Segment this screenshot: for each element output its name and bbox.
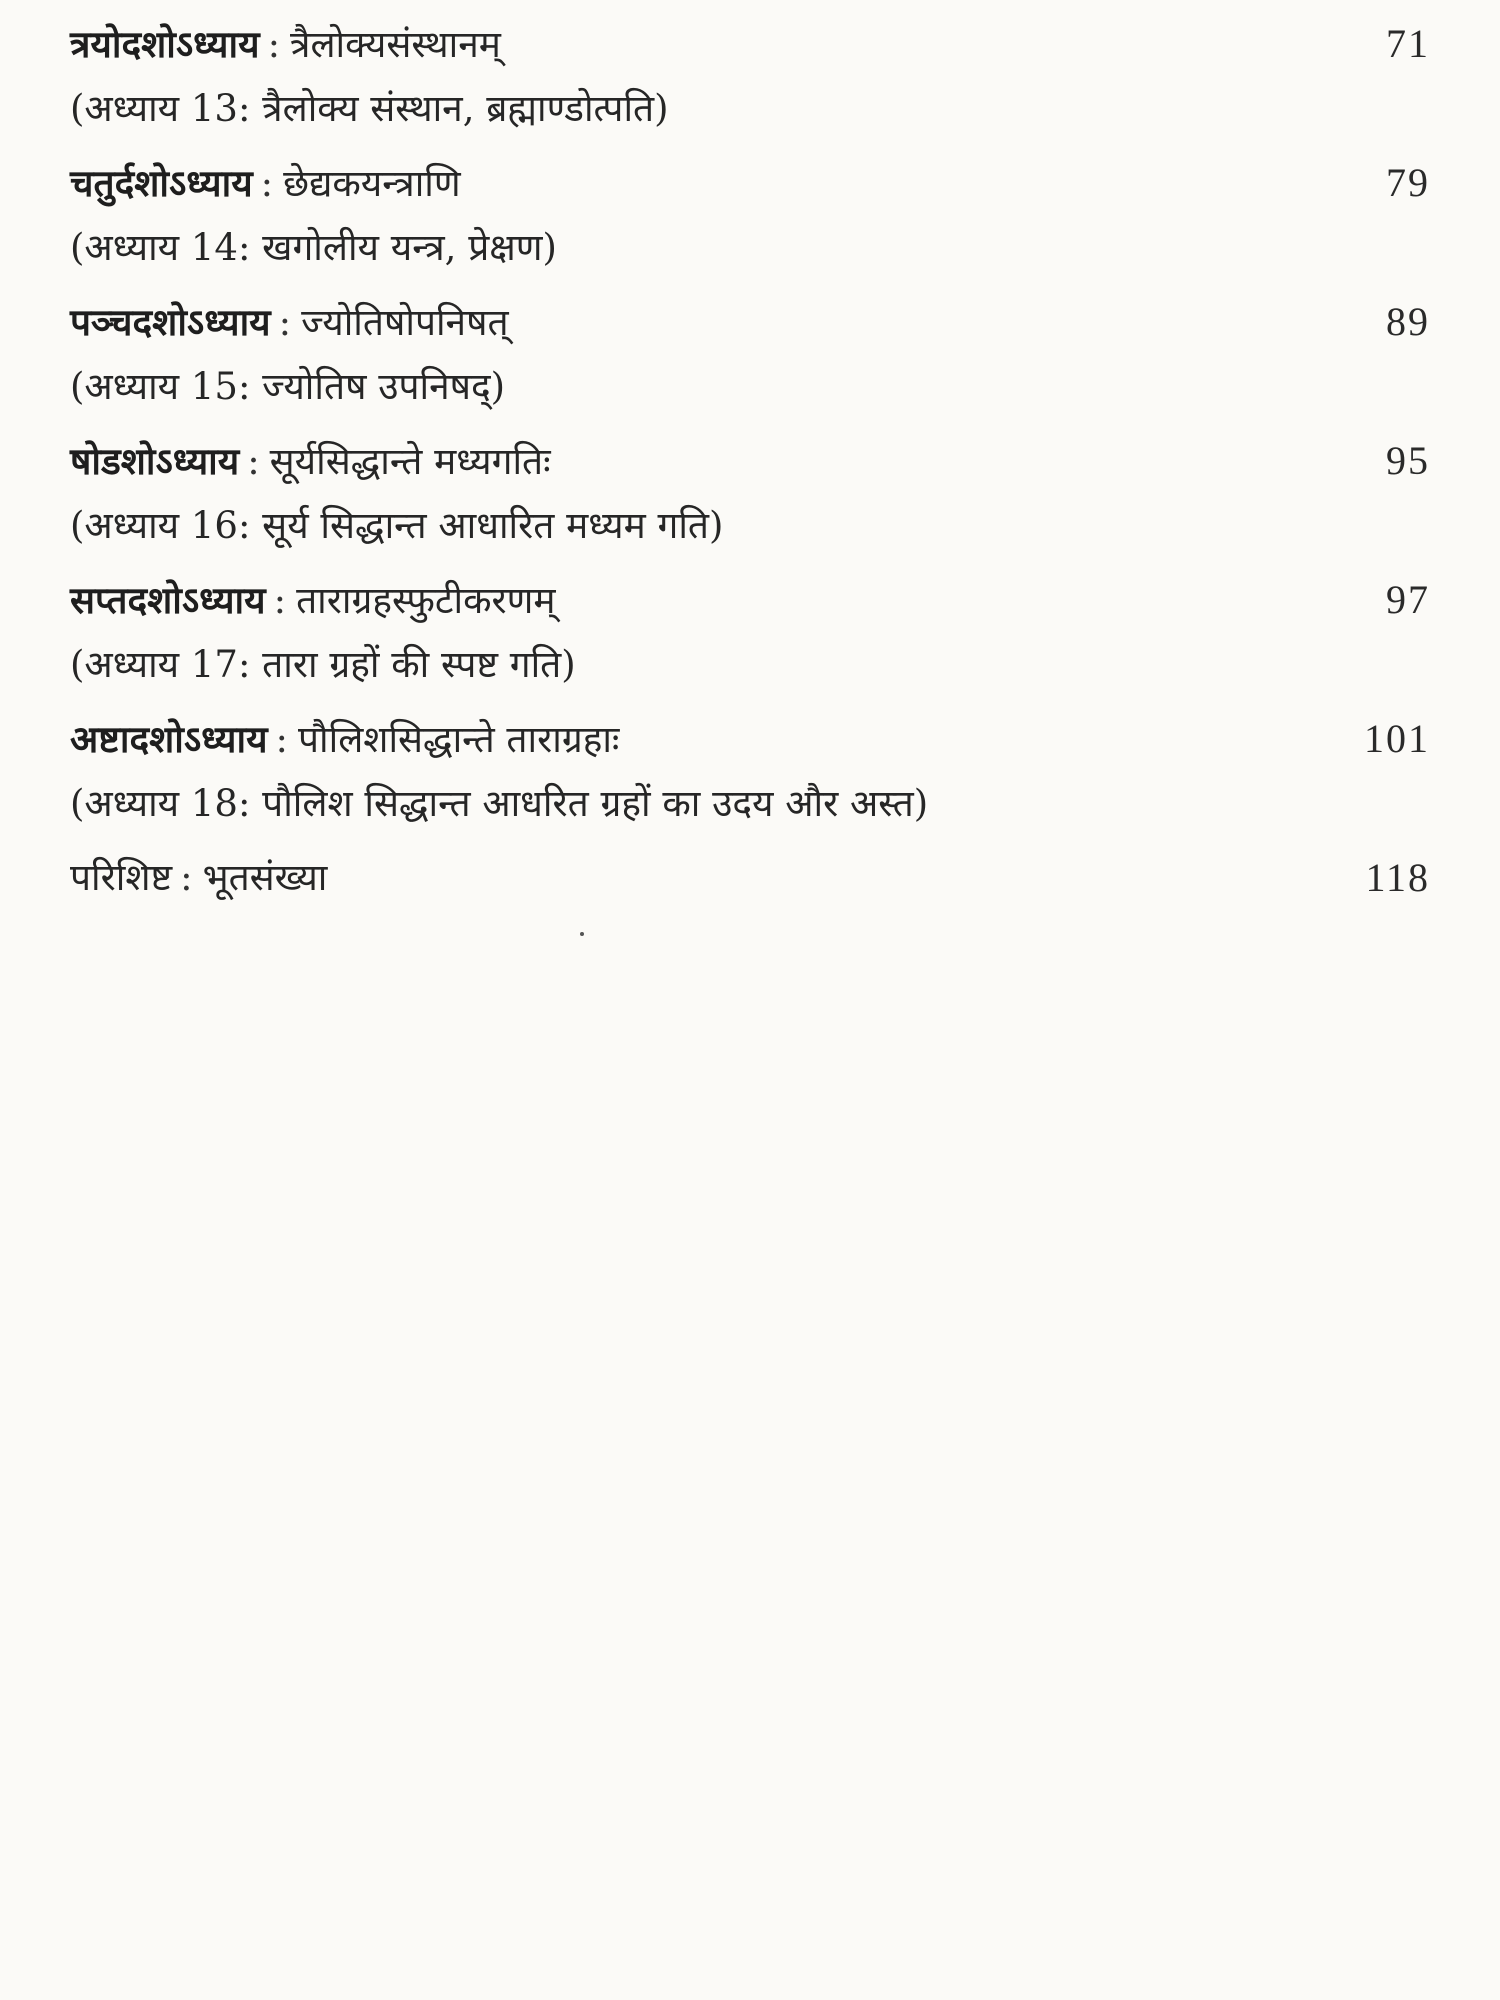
appendix-separator: : <box>180 856 193 899</box>
toc-entry-heading <box>70 566 1430 634</box>
page-number: 89 <box>1386 299 1430 344</box>
chapter-topic: सूर्यसिद्धान्ते मध्यगतिः <box>269 440 551 483</box>
chapter-separator: : <box>278 301 292 344</box>
appendix-title: परिशिष्ट <box>70 856 173 899</box>
toc-entry-heading <box>70 844 1430 912</box>
toc-entry-heading <box>70 10 1430 78</box>
chapter-topic: पौलिशसिद्धान्ते ताराग्रहाः <box>298 718 620 761</box>
chapter-title: अष्टादशोऽध्याय <box>70 717 268 761</box>
toc-entry-chapter-14 <box>70 149 1430 288</box>
toc-entry-chapter-18 <box>70 705 1430 844</box>
toc-entry-chapter-17 <box>70 566 1430 705</box>
toc-entry-chapter-16 <box>70 427 1430 566</box>
chapter-separator: : <box>275 718 289 761</box>
chapter-subtitle: (अध्याय 17: तारा ग्रहों की स्पष्ट गति) <box>70 643 576 686</box>
page-number: 95 <box>1386 438 1430 483</box>
chapter-subtitle: (अध्याय 15: ज्योतिष उपनिषद्) <box>70 365 506 408</box>
chapter-title: षोडशोऽध्याय <box>70 439 240 483</box>
toc-entry-heading <box>70 427 1430 495</box>
appendix-topic: भूतसंख्या <box>202 856 328 899</box>
toc-entry-appendix <box>70 844 1430 934</box>
chapter-separator: : <box>267 23 281 66</box>
chapter-subtitle: (अध्याय 18: पौलिश सिद्धान्त आधरित ग्रहों का उदय और अस्त) <box>70 782 929 825</box>
chapter-title: त्रयोदशोऽध्याय <box>70 22 260 66</box>
page-number: 71 <box>1386 21 1430 66</box>
chapter-topic: छेद्यकयन्त्राणि <box>283 162 461 205</box>
table-of-contents <box>70 10 1430 934</box>
chapter-separator: : <box>247 440 260 483</box>
print-speck <box>580 932 584 936</box>
page-number: 101 <box>1364 716 1430 761</box>
chapter-title: पञ्चदशोऽध्याय <box>70 300 271 344</box>
chapter-separator: : <box>273 579 287 622</box>
chapter-subtitle: (अध्याय 16: सूर्य सिद्धान्त आधारित मध्यम गति) <box>70 504 724 547</box>
chapter-title: सप्तदशोऽध्याय <box>70 578 266 622</box>
chapter-topic: त्रैलोक्यसंस्थानम् <box>290 23 501 66</box>
chapter-topic: ताराग्रहस्फुटीकरणम् <box>296 579 556 622</box>
chapter-subtitle: (अध्याय 13: त्रैलोक्य संस्थान, ब्रह्माण्डोत्पति) <box>70 87 669 130</box>
page-number: 118 <box>1365 855 1430 900</box>
chapter-title: चतुर्दशोऽध्याय <box>70 161 253 205</box>
chapter-subtitle: (अध्याय 14: खगोलीय यन्त्र, प्रेक्षण) <box>70 226 557 269</box>
toc-entry-heading <box>70 705 1430 773</box>
toc-entry-heading <box>70 288 1430 356</box>
toc-entry-chapter-13 <box>70 10 1430 149</box>
chapter-topic: ज्योतिषोपनिषत् <box>301 301 509 344</box>
toc-entry-chapter-15 <box>70 288 1430 427</box>
page-number: 79 <box>1386 160 1430 205</box>
chapter-separator: : <box>260 162 274 205</box>
page-number: 97 <box>1386 577 1430 622</box>
toc-entry-heading <box>70 149 1430 217</box>
